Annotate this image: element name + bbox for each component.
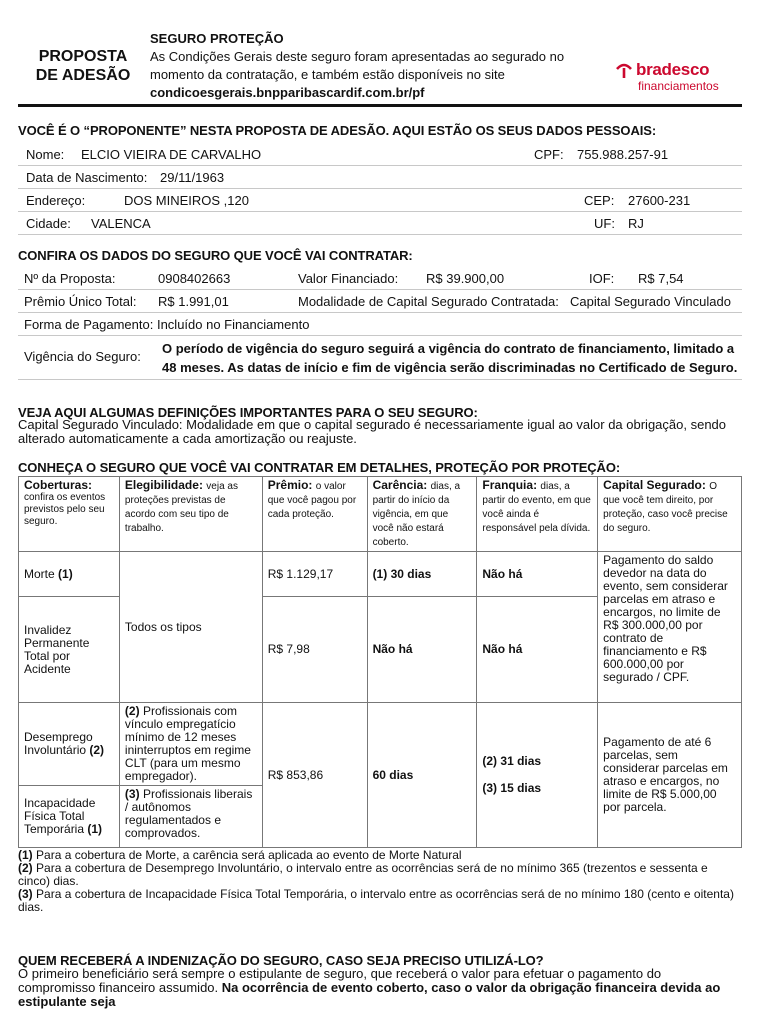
col-deductible-desc: dias, a partir do evento, em que você ainda é responsável pela dívida. (482, 481, 591, 534)
uf-value: RJ (628, 216, 644, 231)
validity-line-2: 48 meses. As datas de início e fim de vigência serão discriminadas no Certificado de Seguro. (162, 360, 738, 375)
header-divider (18, 104, 742, 107)
beneficiary-text (18, 967, 742, 1009)
morte-ref: (1) (58, 566, 73, 581)
coverage-morte (19, 552, 120, 597)
document-title (28, 47, 138, 85)
deductible-invalidez: Não há (477, 597, 598, 703)
col-premium-desc: o valor que você pagou por cada proteção. (267, 481, 357, 520)
elig2-ref: (2) (124, 704, 140, 718)
cpf-value: 755.988.257-91 (577, 147, 669, 162)
elig3-ref: (3) (124, 787, 140, 801)
birth-label: Data de Nascimento: (26, 170, 148, 185)
footnote-1-text: Para a cobertura de Morte, a carência será aplicada ao evento de Morte Natural (36, 848, 462, 862)
name-label: Nome: (26, 147, 65, 162)
elig2-text: Profissionais com vínculo empregatício mínimo de 12 meses ininterruptos em regime CLT (para um mesmo empregador). (124, 704, 251, 783)
beneficiary-text-normal: O primeiro beneficiário será sempre o estipulante de seguro, que receberá o valor para efetuar o pagamento do compromisso financeiro assumido. (18, 966, 662, 995)
premium-label: Prêmio Único Total: (24, 294, 137, 309)
eligibility-liberais (119, 786, 262, 848)
name-value: ELCIO VIEIRA DE CARVALHO (81, 147, 262, 162)
row-premium (18, 290, 742, 313)
intro-text: As Condições Gerais deste seguro foram apresentadas ao segurado no momento da contratação, e também estão disponíveis no site (150, 49, 565, 82)
eligibility-todos: Todos os tipos (119, 552, 262, 703)
table-row (19, 703, 742, 786)
col-eligibility-desc: veja as proteções previstas de acordo com seu tipo de trabalho. (124, 481, 238, 534)
cep-value: 27600-231 (628, 193, 691, 208)
deductible-group-2 (477, 703, 598, 848)
row-birth (18, 166, 742, 189)
personal-heading: VOCÊ É O “PROPONENTE” NESTA PROPOSTA DE ADESÃO. AQUI ESTÃO OS SEUS DADOS PESSOAIS: (18, 123, 657, 138)
payment-text: Forma de Pagamento: Incluído no Financiamento (24, 317, 310, 332)
intro-block (150, 30, 590, 102)
footnote-1-ref: (1) (18, 848, 33, 862)
validity-line-1: O período de vigência do seguro seguirá a vigência do contrato de financiamento, limitado a (162, 341, 735, 356)
footnotes (18, 849, 742, 914)
beneficiary-heading: QUEM RECEBERÁ A INDENIZAÇÃO DO SEGURO, CASO SEJA PRECISO UTILIZÁ-LO? (18, 953, 544, 968)
modality-label: Modalidade de Capital Segurado Contratada: (298, 294, 559, 309)
col-premium-header (262, 477, 367, 552)
deductible-incapacidade: (3) 15 dias (482, 781, 542, 795)
col-coverage-title: Coberturas: (24, 478, 93, 492)
birth-value: 29/11/1963 (160, 170, 225, 185)
bradesco-logo (614, 60, 754, 100)
validity-label: Vigência do Seguro: (24, 349, 141, 364)
footnote-2-text: Para a cobertura de Desemprego Involuntário, o intervalo entre as ocorrências será de no mínimo 365 (trezentos e sessenta e cinco) dias. (18, 861, 708, 888)
cpf-label: CPF: (534, 147, 564, 162)
footnote-3-text: Para a cobertura de Incapacidade Física Total Temporária, o intervalo entre as ocorrências será de no mínimo 180 (cento e oitenta) dias. (18, 887, 734, 914)
footnote-2 (18, 862, 742, 888)
row-city (18, 212, 742, 235)
uf-label: UF: (594, 216, 615, 231)
cep-label: CEP: (584, 193, 615, 208)
iof-value: R$ 7,54 (638, 271, 684, 286)
insurance-heading: CONFIRA OS DADOS DO SEGURO QUE VOCÊ VAI CONTRATAR: (18, 248, 413, 263)
eligibility-clt (119, 703, 262, 786)
col-deductible-header (477, 477, 598, 552)
logo-name: bradesco (636, 60, 710, 79)
col-coverage-header (19, 477, 120, 552)
city-value: VALENCA (91, 216, 151, 231)
footnote-3-ref: (3) (18, 887, 33, 901)
proposal-value: 0908402663 (158, 271, 231, 286)
coverage-header-row (19, 477, 742, 552)
financed-label: Valor Financiado: (298, 271, 399, 286)
col-coverage-desc: confira os eventos previstos pelo seu seguro. (24, 492, 106, 527)
desemprego-ref: (2) (89, 743, 105, 757)
modality-value: Capital Segurado Vinculado (570, 294, 731, 309)
elig3-text: Profissionais liberais / autônomos regulamentados e comprovados. (124, 787, 253, 840)
row-payment (18, 313, 742, 336)
intro-title: SEGURO PROTEÇÃO (150, 31, 284, 46)
desemprego-label: Desemprego Involuntário (24, 730, 93, 757)
grace-invalidez: Não há (367, 597, 477, 703)
grace-group-2: 60 dias (367, 703, 477, 848)
deductible-morte: Não há (477, 552, 598, 597)
definitions-text: Capital Segurado Vinculado: Modalidade em que o capital segurado é necessariamente igual ao valor da obrigação, sendo alterado automaticamente a cada amortização ou reajuste. (18, 417, 727, 446)
logo-sub: financiamentos (638, 79, 719, 93)
col-grace-header (367, 477, 477, 552)
col-capital-desc: O que você tem direito, por proteção, caso você precise do seguro. (603, 481, 728, 534)
row-validity (18, 336, 742, 380)
definitions-heading: VEJA AQUI ALGUMAS DEFINIÇÕES IMPORTANTES PARA O SEU SEGURO: (18, 405, 478, 420)
address-value: DOS MINEIROS ,120 (124, 193, 249, 208)
premium-invalidez: R$ 7,98 (262, 597, 367, 703)
capital-group-2: Pagamento de até 6 parcelas, sem considerar parcelas em atraso e encargos, no limite de R$ 5.000,00 por parcela. (598, 703, 742, 848)
beneficiary-text-bold: Na ocorrência de evento coberto, caso o valor da obrigação financeira devida ao estipulante seja (18, 980, 721, 1009)
premium-group-2: R$ 853,86 (262, 703, 367, 848)
premium-value: R$ 1.991,01 (158, 294, 229, 309)
col-capital-title: Capital Segurado: (603, 478, 706, 492)
col-grace-desc: dias, a partir do início da vigência, em que você não estará coberto. (372, 481, 461, 548)
col-capital-header (598, 477, 742, 552)
title-line-1: PROPOSTA (38, 48, 128, 65)
row-address (18, 189, 742, 212)
table-row (19, 552, 742, 597)
col-premium-title: Prêmio: (267, 478, 313, 492)
capital-group-1: Pagamento do saldo devedor na data do evento, sem considerar parcelas em atraso e encargos, no limite de R$ 300.000,00 por contrato de financiamento e R$ 600.000,00 por segurado / CPF. (598, 552, 742, 703)
col-eligibility-title: Elegibilidade: (124, 478, 203, 492)
coverage-desemprego (19, 703, 120, 786)
proposal-label: Nº da Proposta: (24, 271, 116, 286)
city-label: Cidade: (26, 216, 71, 231)
footnote-3 (18, 888, 742, 914)
col-grace-title: Carência: (372, 478, 428, 492)
address-label: Endereço: (26, 193, 86, 208)
footnote-2-ref: (2) (18, 861, 33, 875)
morte-label: Morte (24, 566, 55, 581)
coverage-invalidez: Invalidez Permanente Total por Acidente (19, 597, 120, 703)
financed-value: R$ 39.900,00 (426, 271, 505, 286)
coverage-table (18, 476, 742, 848)
row-name (18, 143, 742, 166)
incap-label: Incapacidade Física Total Temporária (24, 796, 96, 836)
col-eligibility-header (119, 477, 262, 552)
iof-label: IOF: (589, 271, 615, 286)
coverage-incapacidade (19, 786, 120, 848)
col-deductible-title: Franquia: (482, 478, 538, 492)
incap-ref: (1) (87, 822, 103, 836)
deductible-desemprego: (2) 31 dias (482, 754, 542, 768)
premium-morte: R$ 1.129,17 (262, 552, 367, 597)
coverage-heading: CONHEÇA O SEGURO QUE VOCÊ VAI CONTRATAR EM DETALHES, PROTEÇÃO POR PROTEÇÃO: (18, 460, 621, 475)
bradesco-tree-icon (614, 61, 634, 81)
grace-morte: (1) 30 dias (367, 552, 477, 597)
row-proposal (18, 267, 742, 290)
intro-url[interactable]: condicoesgerais.bnpparibascardif.com.br/pf (150, 85, 425, 100)
title-line-2: DE ADESÃO (35, 67, 131, 84)
